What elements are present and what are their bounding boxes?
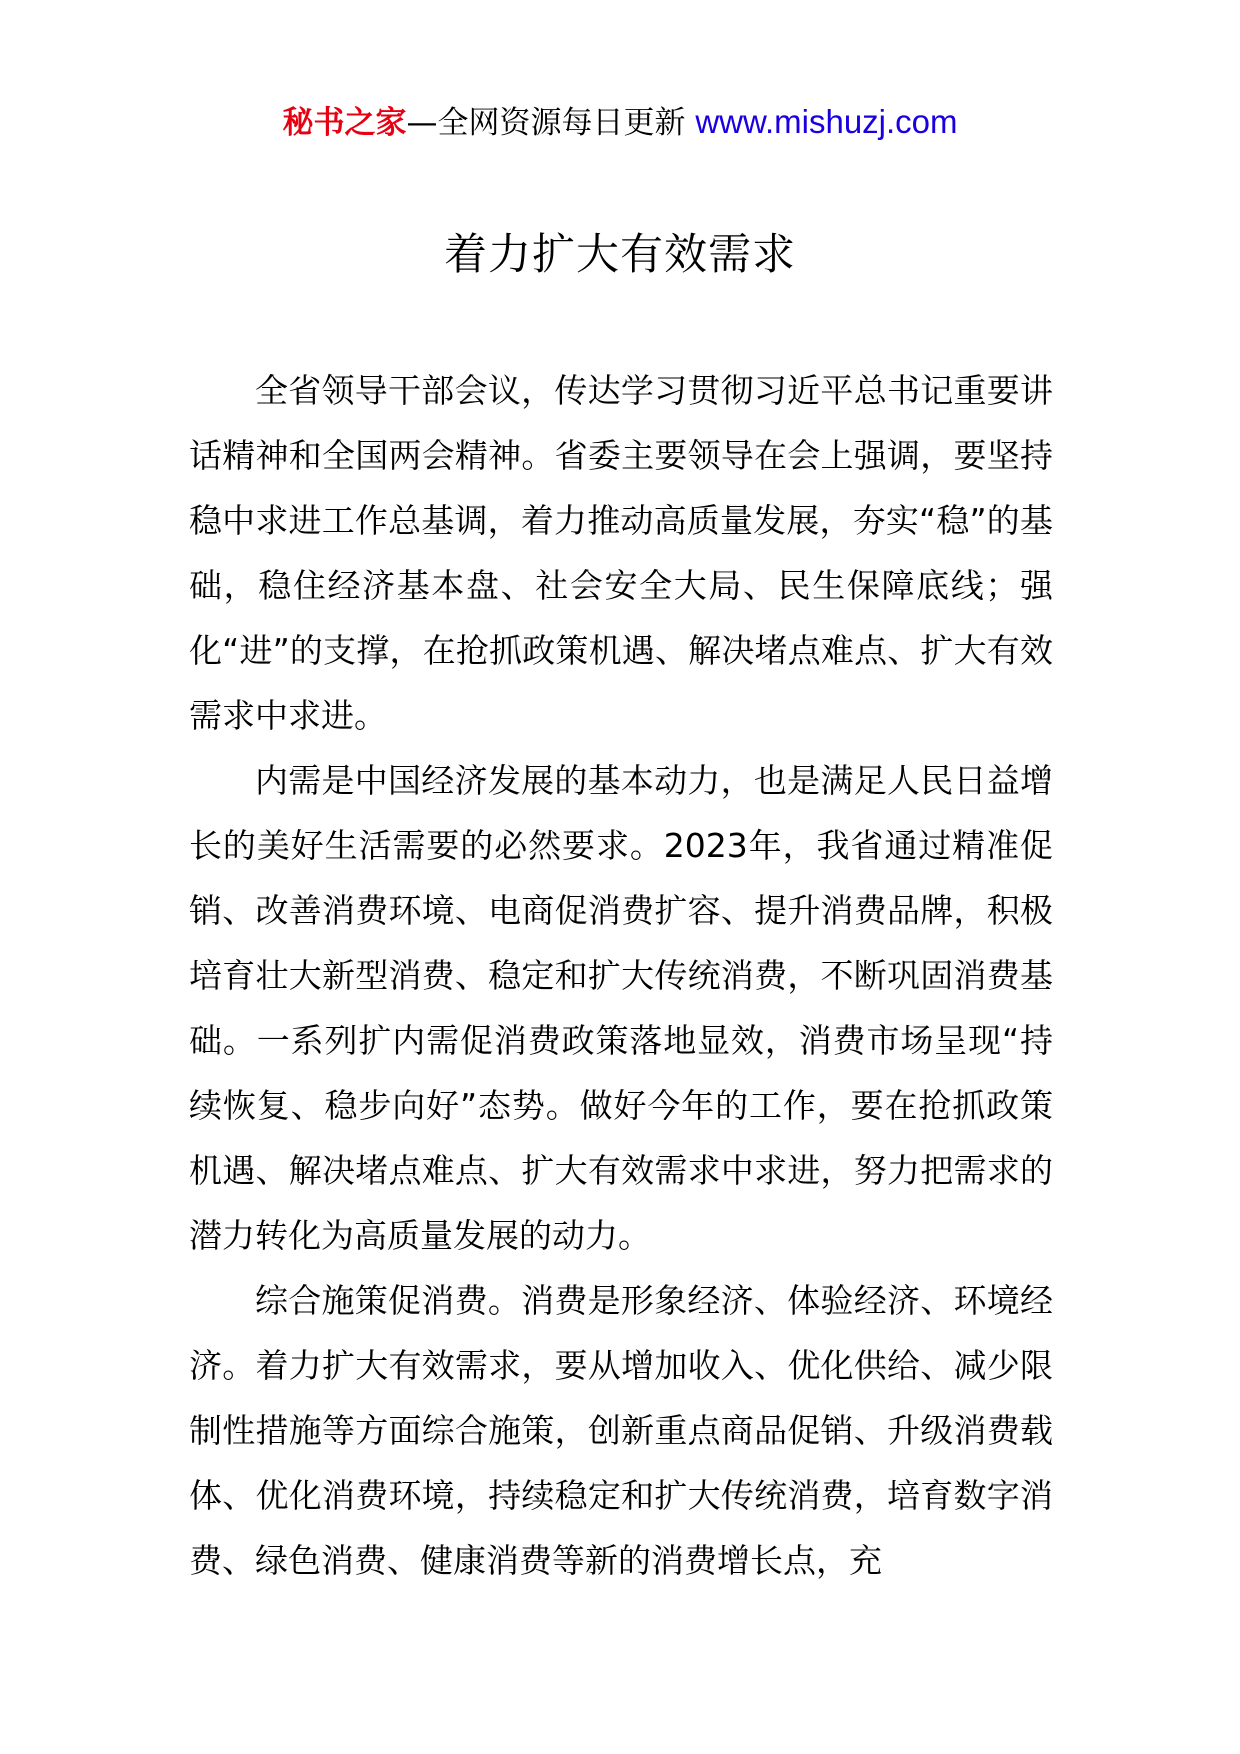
paragraph-2: 内需是中国经济发展的基本动力，也是满足人民日益增长的美好生活需要的必然要求。2023年，我省通过精准促销、改善消费环境、电商促消费扩容、提升消费品牌，积极培育壮大新型消费、稳定和扩大传统消费，不断巩固消费基础。一系列扩内需促消费政策落地显效，消费市场呈现“持续恢复、稳步向好”态势。做好今年的工作，要在抢抓政策机遇、解决堵点难点、扩大有效需求中求进，努力把需求的潜力转化为高质量发展的动力。 — [189, 761, 1053, 1255]
site-url: www.mishuzj.com — [695, 103, 958, 140]
paragraph-1: 全省领导干部会议，传达学习贯彻习近平总书记重要讲话精神和全国两会精神。省委主要领导在会上强调，要坚持稳中求进工作总基调，着力推动高质量发展，夯实“稳”的基础，稳住经济基本盘、社会安全大局、民生保障底线；强化“进”的支撑，在抢抓政策机遇、解决堵点难点、扩大有效需求中求进。 — [189, 371, 1053, 735]
document-title: 着力扩大有效需求 — [444, 230, 796, 280]
site-header — [0, 100, 1240, 145]
document-body — [189, 358, 1053, 1593]
brand-name: 秘书之家 — [282, 105, 407, 141]
header-tagline: —全网资源每日更新 — [406, 105, 696, 141]
paragraph-3: 综合施策促消费。消费是形象经济、体验经济、环境经济。着力扩大有效需求，要从增加收入、优化供给、减少限制性措施等方面综合施策，创新重点商品促销、升级消费载体、优化消费环境，持续稳定和扩大传统消费，培育数字消费、绿色消费、健康消费等新的消费增长点，充 — [189, 1281, 1053, 1580]
